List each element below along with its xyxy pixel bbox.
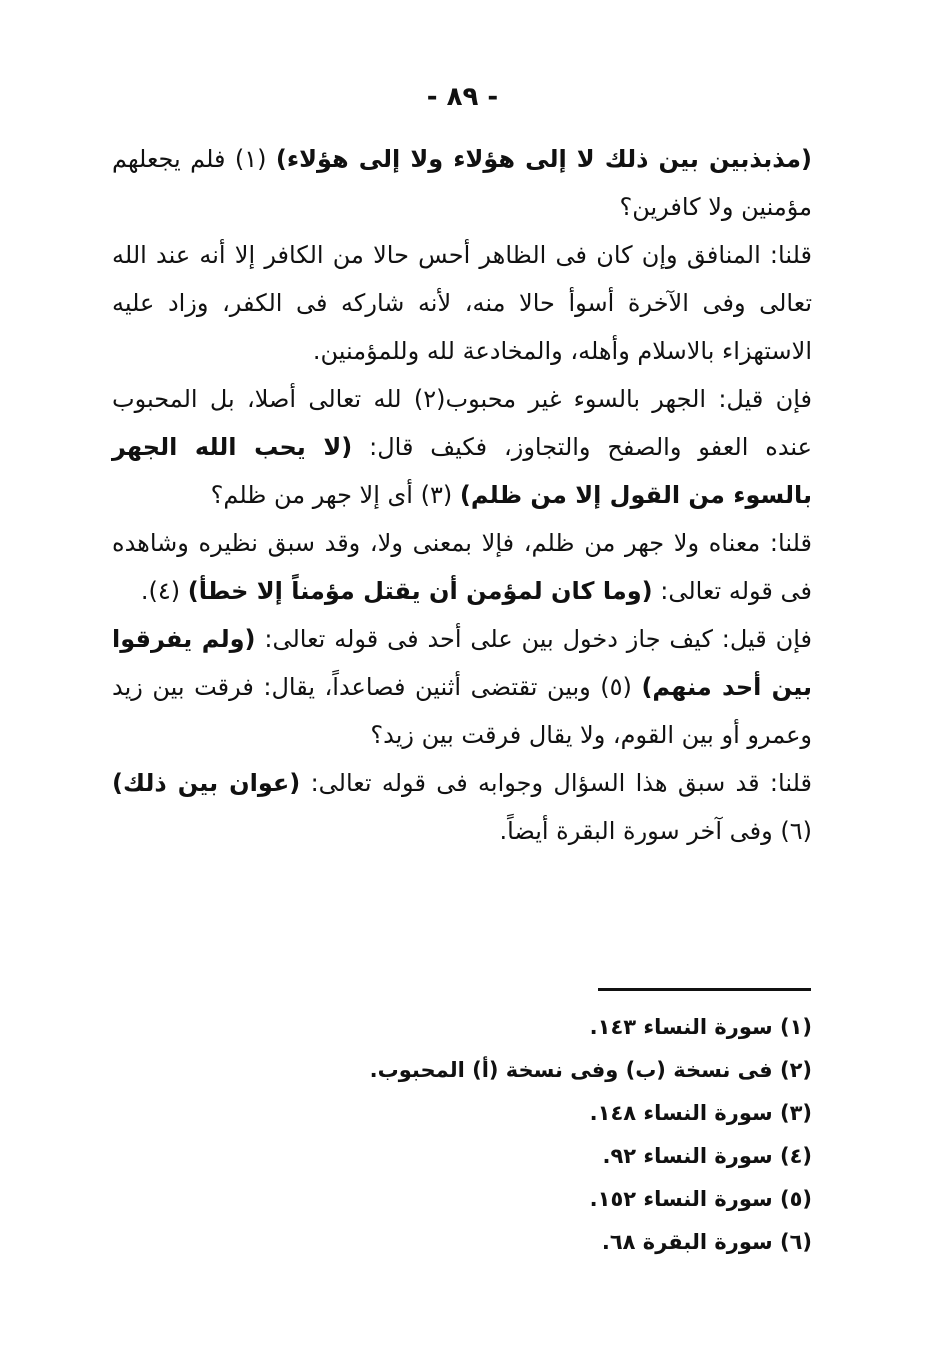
quran-quote: (لا يحب الله الجهر بالسوء من القول إلا من ظلم) (112, 433, 812, 509)
quran-quote: (ولم يفرقوا بين أحد منهم) (112, 625, 813, 701)
quran-quote: (وما كان لمؤمن أن يقتل مؤمناً إلا خطأ) (187, 577, 653, 605)
quran-quote: (عوان بين ذلك) (112, 769, 301, 797)
text-segment: قلنا: قد سبق هذا السؤال وجوابه فى قوله تعالى: (300, 769, 812, 797)
paragraph (112, 519, 812, 615)
footnote-item: (١) سورة النساء ١٤٣. (589, 1015, 812, 1039)
text-segment: (١) فلم يجعلهم مؤمنين ولا كافرين؟ (112, 145, 812, 221)
footnote-item: (٤) سورة النساء ٩٢. (602, 1144, 812, 1168)
quran-quote: (مذبذبين بين ذلك لا إلى هؤلاء ولا إلى هؤلاء) (275, 145, 812, 173)
paragraph (112, 615, 812, 759)
text-segment: (٣) أى إلا جهر من ظلم؟ (210, 481, 460, 509)
text-segment: قلنا: معناه ولا جهر من ظلم، فإلا بمعنى ولا، وقد سبق نظيره وشاهده فى قوله تعالى: (112, 529, 812, 605)
footnote-item: (٣) سورة النساء ١٤٨. (589, 1101, 812, 1125)
footnote-item: (٢) فى نسخة (ب) وفى نسخة (أ) المحبوب. (369, 1058, 812, 1082)
text-segment: (٤). (140, 577, 188, 605)
footnote-item: (٦) سورة البقرة ٦٨. (601, 1230, 812, 1254)
text-segment: قلنا: المنافق وإن كان فى الظاهر أحس حالا من الكافر إلا أنه عند الله تعالى وفى الآخرة أسوأ حالا منه، لأنه شاركه فى الكفر، وزاد عليه الاستهزاء بالاسلام وأهله، والمخادعة لله وللمؤمنين. (112, 241, 812, 365)
paragraph (112, 135, 812, 231)
footnote-divider (598, 988, 811, 991)
text-segment: (٦) وفى آخر سورة البقرة أيضاً. (499, 817, 812, 845)
text-segment: فإن قيل: الجهر بالسوء غير محبوب(٢) لله تعالى أصلا، بل المحبوب عنده العفو والصفح والتجاوز، فكيف قال: (112, 385, 812, 461)
main-text (112, 135, 812, 855)
text-segment: فإن قيل: كيف جاز دخول بين على أحد فى قوله تعالى: (255, 625, 812, 653)
page-number: - ٨٩ - (426, 82, 499, 112)
paragraph (112, 375, 812, 519)
footnote-item: (٥) سورة النساء ١٥٢. (589, 1187, 812, 1211)
paragraph (112, 759, 812, 855)
paragraph (112, 231, 812, 375)
footnotes-list (300, 1006, 812, 1264)
text-segment: (٥) وبين تقتضى أثنين فصاعداً، يقال: فرقت بين زيد وعمرو أو بين القوم، ولا يقال فرقت بين زيد؟ (112, 673, 812, 749)
